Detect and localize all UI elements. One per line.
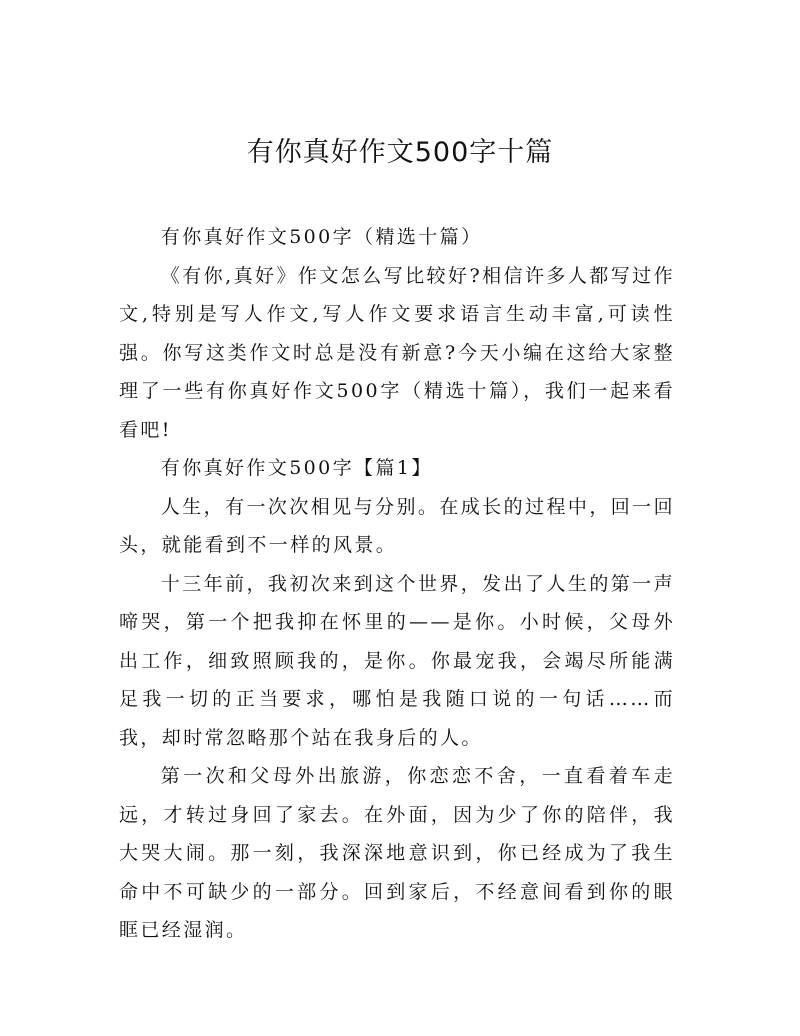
paragraph-intro: 《有你,真好》作文怎么写比较好?相信许多人都写过作文,特别是写人作文,写人作文要求语言生动丰富,可读性强。你写这类作文时总是没有新意?今天小编在这给大家整理了一些有你真好作文500字（精选十篇），我们一起来看看吧!	[119, 264, 675, 441]
paragraph-body: 人生，有一次次相见与分别。在成长的过程中，回一回头，就能看到不一样的风景。	[119, 495, 675, 556]
paragraph-subtitle: 有你真好作文500字（精选十篇）	[160, 226, 483, 248]
document-body	[119, 218, 675, 950]
paragraph-body: 第一次和父母外出旅游，你恋恋不舍，一直看着车走远，才转过身回了家去。在外面，因为少了你的陪伴，我大哭大闹。那一刻，我深深地意识到，你已经成为了我生命中不可缺少的一部分。回到家后，不经意间看到你的眼眶已经湿润。	[119, 765, 675, 941]
paragraph-body: 十三年前，我初次来到这个世界，发出了人生的第一声啼哭，第一个把我抑在怀里的——是你。小时候，父母外出工作，细致照顾我的，是你。你最宠我，会竭尽所能满足我一切的正当要求，哪怕是我随口说的一句话……而我，却时常忽略那个站在我身后的人。	[119, 572, 675, 749]
document-title: 有你真好作文500字十篇	[246, 137, 554, 168]
paragraph-section-heading: 有你真好作文500字【篇1】	[160, 457, 433, 479]
